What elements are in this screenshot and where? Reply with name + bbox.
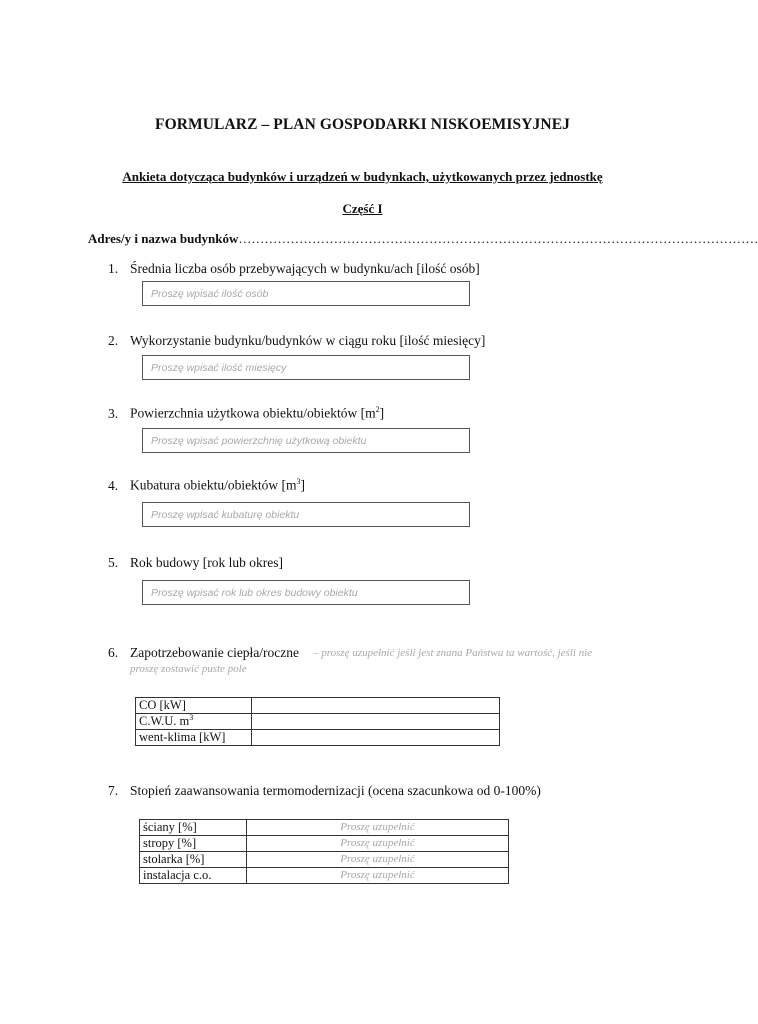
question-text: Kubatura obiektu/obiektów [m <box>130 477 297 493</box>
question-text: Stopień zaawansowania termomodernizacji (ocena szacunkowa od 0-100%) <box>130 783 541 798</box>
row-label <box>136 714 252 730</box>
table-row <box>136 730 500 746</box>
build-year-input[interactable]: Proszę wpisać rok lub okres budowy obiektu <box>142 580 470 605</box>
address-line[interactable] <box>88 231 758 247</box>
table-row <box>140 820 509 836</box>
walls-input-cell[interactable]: Proszę uzupełnić <box>247 820 509 836</box>
superscript: 3 <box>296 477 301 486</box>
question-number: 2. <box>108 333 119 348</box>
co-value-cell[interactable] <box>252 698 500 714</box>
form-title: FORMULARZ – PLAN GOSPODARKI NISKOEMISYJNEJ <box>155 116 570 133</box>
part-heading: Część I <box>342 201 383 216</box>
table-row <box>140 836 509 852</box>
question-4 <box>108 477 648 494</box>
row-label: instalacja c.o. <box>140 868 247 884</box>
question-1 <box>108 261 648 277</box>
question-6 <box>108 645 299 661</box>
volume-input[interactable]: Proszę wpisać kubaturę obiektu <box>142 502 470 527</box>
question-text: Rok budowy [rok lub okres] <box>130 555 283 570</box>
question-text: Powierzchnia użytkowa obiektu/obiektów [m <box>130 405 376 421</box>
question-number: 5. <box>108 555 119 570</box>
heating-install-input-cell[interactable]: Proszę uzupełnić <box>247 868 509 884</box>
row-label-text: C.W.U. m <box>139 714 190 728</box>
thermomodernization-table <box>139 819 509 884</box>
row-label: stropy [%] <box>140 836 247 852</box>
question-3 <box>108 405 648 422</box>
question-5 <box>108 555 648 571</box>
question-text: Wykorzystanie budynku/budynków w ciągu roku [ilość miesięcy] <box>130 333 486 348</box>
table-row <box>140 852 509 868</box>
row-label: CO [kW] <box>136 698 252 714</box>
months-input[interactable]: Proszę wpisać ilość miesięcy <box>142 355 470 380</box>
address-dots: ………………………………………………………………………………………………………… <box>238 231 758 246</box>
row-label: went-klima [kW] <box>136 730 252 746</box>
ceilings-input-cell[interactable]: Proszę uzupełnić <box>247 836 509 852</box>
table-row <box>136 714 500 730</box>
row-label: ściany [%] <box>140 820 247 836</box>
occupants-input[interactable]: Proszę wpisać ilość osób <box>142 281 470 306</box>
question-number: 6. <box>108 645 119 660</box>
question-2 <box>108 333 648 349</box>
ventilation-value-cell[interactable] <box>252 730 500 746</box>
usable-area-input[interactable]: Proszę wpisać powierzchnię użytkową obiektu <box>142 428 470 453</box>
question-text: Średnia liczba osób przebywających w budynku/ach [ilość osób] <box>130 261 480 276</box>
superscript: 2 <box>375 405 380 414</box>
heat-demand-table <box>135 697 500 746</box>
question-number: 7. <box>108 783 119 798</box>
table-row <box>136 698 500 714</box>
table-row <box>140 868 509 884</box>
question-text-end: ] <box>379 405 385 421</box>
question-6-hint: – proszę uzupełnić jeśli jest znana Państwu ta wartość, jeśli nie <box>313 647 593 659</box>
question-7 <box>108 783 648 799</box>
question-number: 3. <box>108 405 119 421</box>
address-label: Adres/y i nazwa budynków <box>88 231 239 246</box>
form-subtitle: Ankieta dotycząca budynków i urządzeń w budynkach, użytkowanych przez jednostkę <box>122 169 603 184</box>
joinery-input-cell[interactable]: Proszę uzupełnić <box>247 852 509 868</box>
question-number: 1. <box>108 261 119 276</box>
cwu-value-cell[interactable] <box>252 714 500 730</box>
question-6-hint-cont: proszę zostawić puste pole <box>130 663 247 675</box>
question-text: Zapotrzebowanie ciepła/roczne <box>130 645 300 660</box>
question-text-end: ] <box>300 477 305 493</box>
row-label: stolarka [%] <box>140 852 247 868</box>
superscript: 3 <box>189 712 194 722</box>
question-number: 4. <box>108 477 119 493</box>
